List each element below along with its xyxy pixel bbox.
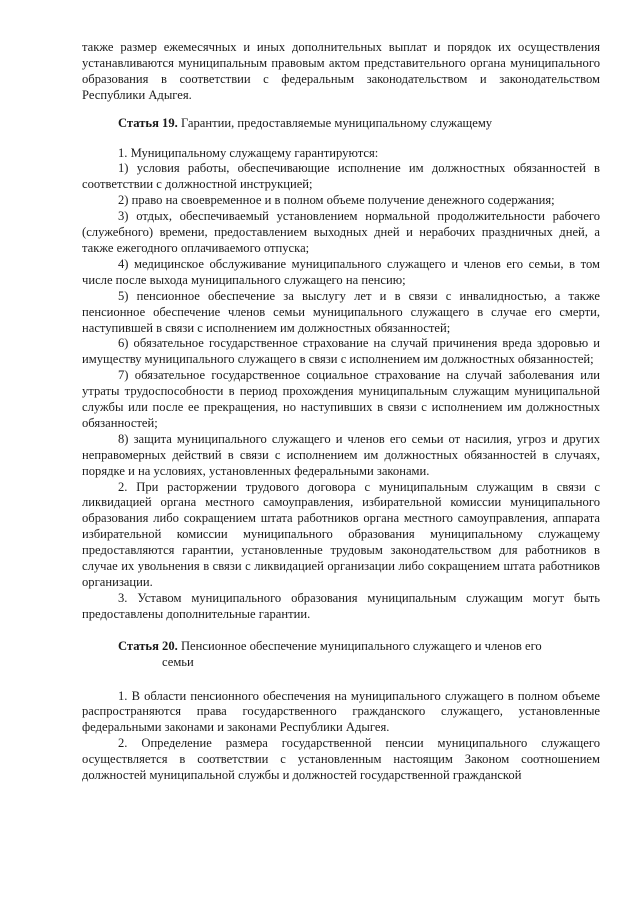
article-19-heading [82,116,600,132]
article-19-paragraph: 1) условия работы, обеспечивающие исполнение им должностных обязанностей в соответствии с должностной инструкцией; [82,161,600,192]
intro-paragraph: также размер ежемесячных и иных дополнительных выплат и порядок их осуществления устанавливаются муниципальным правовым актом представительного органа муниципального образования в соответствии с федеральным законодательством и законодательством Республики Адыгея. [82,40,600,102]
article-19-paragraph: 7) обязательное государственное социальное страхование на случай заболевания или утраты трудоспособности в период прохождения муниципальным служащим муниципальной службы или после ее прекращения, но наступивших в связи с исполнением им должностных обязанностей; [82,368,600,430]
article-19-paragraph: 6) обязательное государственное страхование на случай причинения вреда здоровью и имуществу муниципального служащего в связи с исполнением им должностных обязанностей; [82,336,600,367]
article-20-title-line1: Пенсионное обеспечение муниципального служащего и членов его [180,638,542,653]
article-19-title: Гарантии, предоставляемые муниципальному служащему [180,115,493,130]
article-20-paragraph: 1. В области пенсионного обеспечения на муниципального служащего в полном объеме распространяются права государственного гражданского служащего, установленные федеральными законами и законами Республики Адыгея. [82,688,600,735]
article-20-heading [82,639,600,671]
article-20-title-line2: семьи [162,654,194,669]
article-19-paragraph: 5) пенсионное обеспечение за выслугу лет и в связи с инвалидностью, а также пенсионное обеспечение членов семьи муниципального служащего в случае его смерти, наступившей в связи с исполнением им должностных обязанностей; [82,288,600,335]
article-19-paragraph: 2) право на своевременное и в полном объеме получение денежного содержания; [118,193,555,208]
article-19-body [82,146,600,623]
article-19-paragraph: 3) отдых, обеспечиваемый установлением нормальной продолжительности рабочего (служебного) времени, предоставлением выходных дней и нерабочих праздничных дней, а также ежегодного оплачиваемого отпуска; [82,209,600,255]
article-20-paragraph: 2. Определение размера государственной пенсии муниципального служащего осуществляется в соответствии с установленным настоящим Законом соотношением должностей муниципальной службы и должностей государственной гражданской [82,736,600,783]
article-19-label: Статья 19. [118,115,178,130]
article-19-paragraph: 1. Муниципальному служащему гарантируются: [118,145,379,160]
article-20-body [82,689,600,784]
article-19-paragraph: 2. При расторжении трудового договора с муниципальным служащим в связи с ликвидацией органа местного самоуправления, избирательной комиссии муниципального образования либо сокращением штата работников органа местного самоуправления, аппарата избирательной комиссии муниципального образования муниципальному служащему предоставляются гарантии, установленные трудовым законодательством для работников в случае их увольнения в связи с ликвидацией организации либо сокращением штата работников организации. [82,479,600,589]
article-19-paragraph: 8) защита муниципального служащего и членов его семьи от насилия, угроз и других неправомерных действий в связи с исполнением им должностных обязанностей в случаях, порядке и на условиях, установленных федеральными законами. [82,431,600,478]
article-20-label: Статья 20. [118,638,178,653]
article-19-paragraph: 3. Уставом муниципального образования муниципальным служащим могут быть предоставлены дополнительные гарантии. [82,590,600,621]
article-19-paragraph: 4) медицинское обслуживание муниципального служащего и членов его семьи, в том числе после выхода муниципального служащего на пенсию; [82,256,600,287]
